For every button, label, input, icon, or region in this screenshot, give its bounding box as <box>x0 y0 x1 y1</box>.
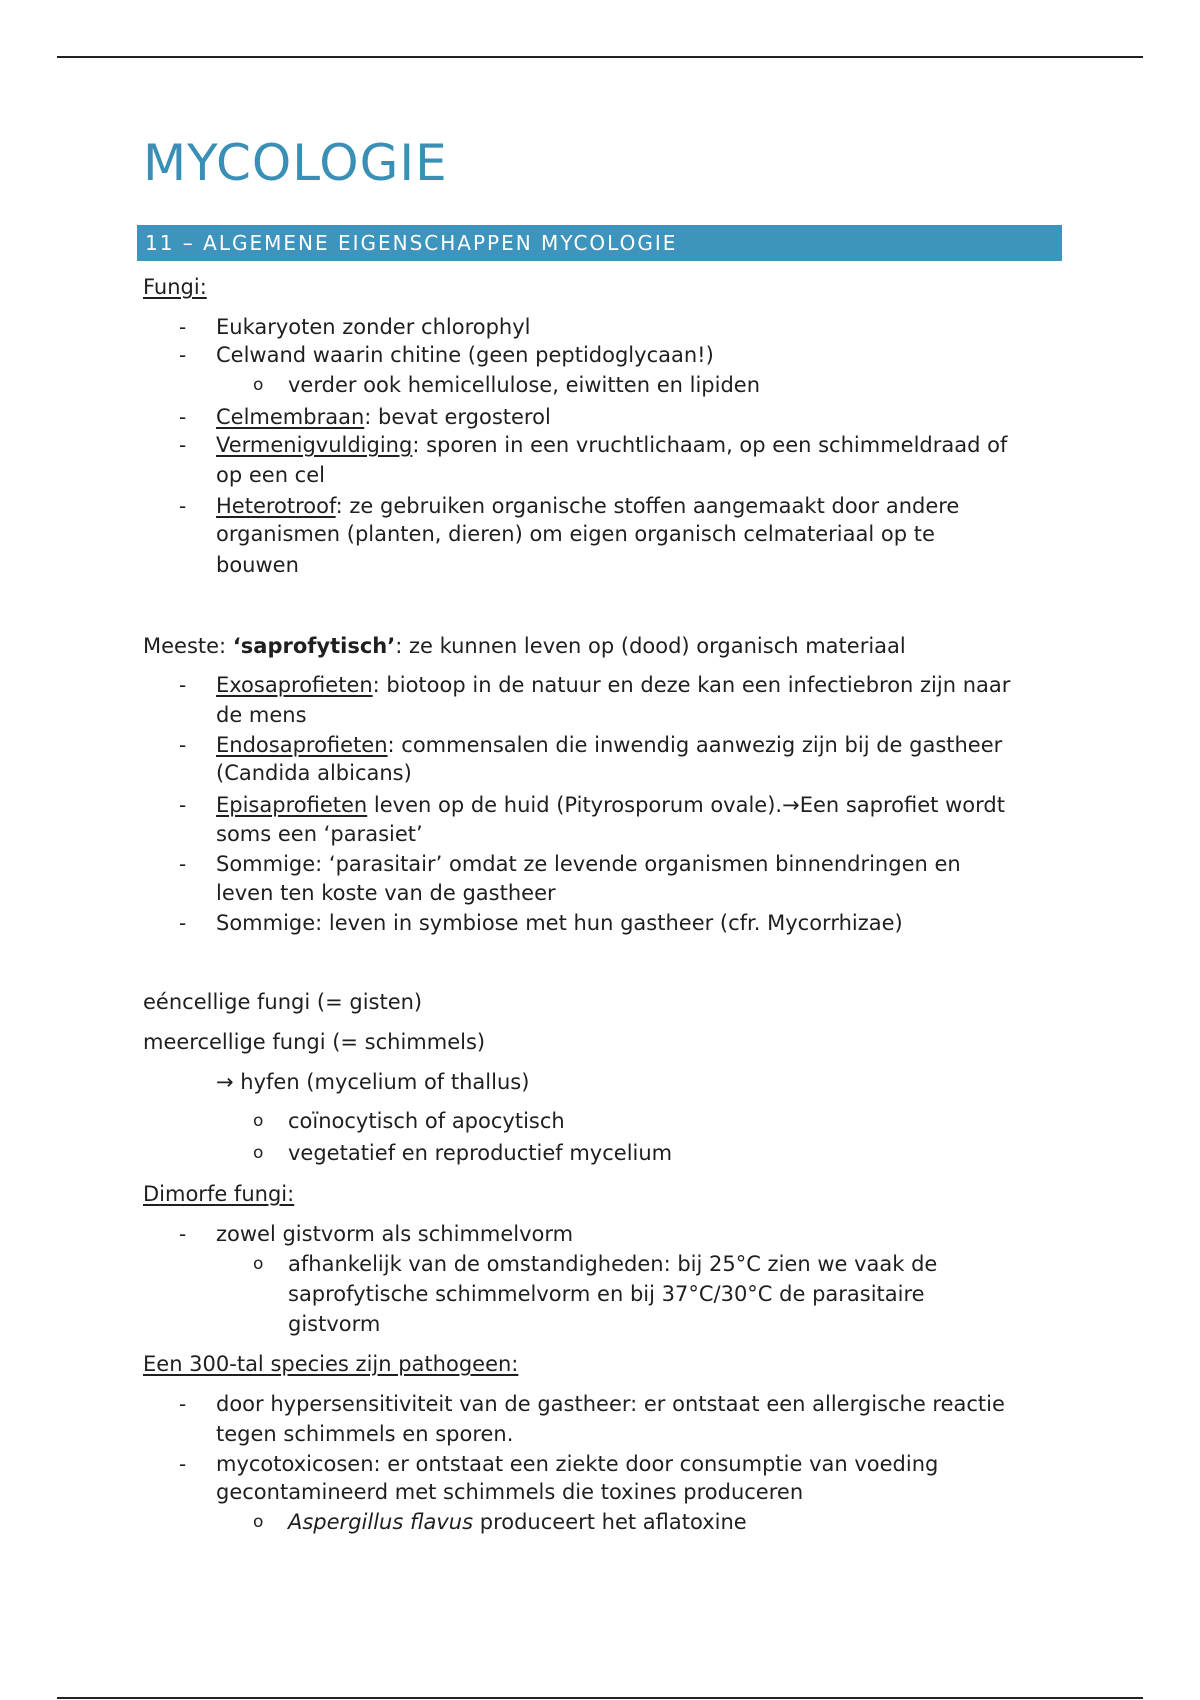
sub-list-item-continued: saprofytische schimmelvorm en bij 37°C/30°C de parasitaire <box>288 1282 925 1306</box>
dash-bullet: - <box>179 1452 187 1476</box>
fungi-heading: Fungi: <box>143 275 207 299</box>
sub-list-item: verder ook hemicellulose, eiwitten en lipiden <box>288 373 760 397</box>
list-item: zowel gistvorm als schimmelvorm <box>216 1222 574 1246</box>
dash-bullet: - <box>179 852 187 876</box>
eencellig-line: eéncellige fungi (= gisten) <box>143 990 423 1014</box>
dash-bullet: - <box>179 733 187 757</box>
header-rule <box>57 56 1143 58</box>
list-item: Endosaprofieten: commensalen die inwendig aanwezig zijn bij de gastheer <box>216 733 1003 757</box>
dash-bullet: - <box>179 343 187 367</box>
list-item: Eukaryoten zonder chlorophyl <box>216 315 531 339</box>
term: Exosaprofieten <box>216 673 373 697</box>
sub-list-item: vegetatief en reproductief mycelium <box>288 1141 673 1165</box>
sub-list-item: afhankelijk van de omstandigheden: bij 25°C zien we vaak de <box>288 1252 938 1276</box>
list-item: Sommige: ‘parasitair’ omdat ze levende organismen binnendringen en <box>216 852 961 876</box>
list-item-continued: soms een ‘parasiet’ <box>216 822 423 846</box>
dash-bullet: - <box>179 494 187 518</box>
list-item: Exosaprofieten: biotoop in de natuur en deze kan een infectiebron zijn naar <box>216 673 1011 697</box>
term: Endosaprofieten <box>216 733 388 757</box>
dash-bullet: - <box>179 793 187 817</box>
term: Vermenigvuldiging <box>216 433 413 457</box>
circle-bullet: o <box>253 1143 264 1163</box>
circle-bullet: o <box>253 375 264 395</box>
list-item: Episaprofieten leven op de huid (Pityrosporum ovale).→Een saprofiet wordt <box>216 793 1005 817</box>
term: Celmembraan <box>216 405 365 429</box>
sub-list-item-continued: gistvorm <box>288 1312 381 1336</box>
list-item: Vermenigvuldiging: sporen in een vruchtlichaam, op een schimmeldraad of <box>216 433 1008 457</box>
dash-bullet: - <box>179 1392 187 1416</box>
pathogeen-heading: Een 300-tal species zijn pathogeen: <box>143 1352 519 1376</box>
list-item: Sommige: leven in symbiose met hun gastheer (cfr. Mycorrhizae) <box>216 911 903 935</box>
circle-bullet: o <box>253 1512 264 1532</box>
dash-bullet: - <box>179 911 187 935</box>
list-item: Heterotroof: ze gebruiken organische stoffen aangemaakt door andere <box>216 494 960 518</box>
list-item-continued: leven ten koste van de gastheer <box>216 881 556 905</box>
term: Episaprofieten <box>216 793 368 817</box>
section-heading: 11 – ALGEMENE EIGENSCHAPPEN MYCOLOGIE <box>137 225 1062 261</box>
list-item: Celwand waarin chitine (geen peptidoglycaan!) <box>216 343 714 367</box>
meercellig-line: meercellige fungi (= schimmels) <box>143 1030 486 1054</box>
list-item-continued: bouwen <box>216 553 299 577</box>
list-item-continued: de mens <box>216 703 307 727</box>
footer-rule <box>57 1697 1143 1699</box>
list-item-continued: tegen schimmels en sporen. <box>216 1422 514 1446</box>
dash-bullet: - <box>179 433 187 457</box>
list-item-continued: op een cel <box>216 463 325 487</box>
dimorf-heading: Dimorfe fungi: <box>143 1182 295 1206</box>
saprofytisch-intro: Meeste: ‘saprofytisch’: ze kunnen leven op (dood) organisch materiaal <box>143 634 906 658</box>
sub-list-item: coïnocytisch of apocytisch <box>288 1109 565 1133</box>
list-item-continued: gecontamineerd met schimmels die toxines produceren <box>216 1480 804 1504</box>
page-title: MYCOLOGIE <box>143 134 448 192</box>
circle-bullet: o <box>253 1111 264 1131</box>
dash-bullet: - <box>179 315 187 339</box>
dash-bullet: - <box>179 1222 187 1246</box>
dash-bullet: - <box>179 405 187 429</box>
list-item: Celmembraan: bevat ergosterol <box>216 405 551 429</box>
dash-bullet: - <box>179 673 187 697</box>
list-item: mycotoxicosen: er ontstaat een ziekte door consumptie van voeding <box>216 1452 939 1476</box>
sub-list-item: Aspergillus flavus produceert het aflatoxine <box>288 1510 747 1534</box>
circle-bullet: o <box>253 1254 264 1274</box>
list-item-continued: (Candida albicans) <box>216 761 412 785</box>
list-item-continued: organismen (planten, dieren) om eigen organisch celmateriaal op te <box>216 522 935 546</box>
term: Heterotroof <box>216 494 336 518</box>
species-name: Aspergillus flavus <box>288 1510 474 1534</box>
list-item: door hypersensitiviteit van de gastheer: er ontstaat een allergische reactie <box>216 1392 1005 1416</box>
hyfen-line: → hyfen (mycelium of thallus) <box>216 1070 530 1094</box>
